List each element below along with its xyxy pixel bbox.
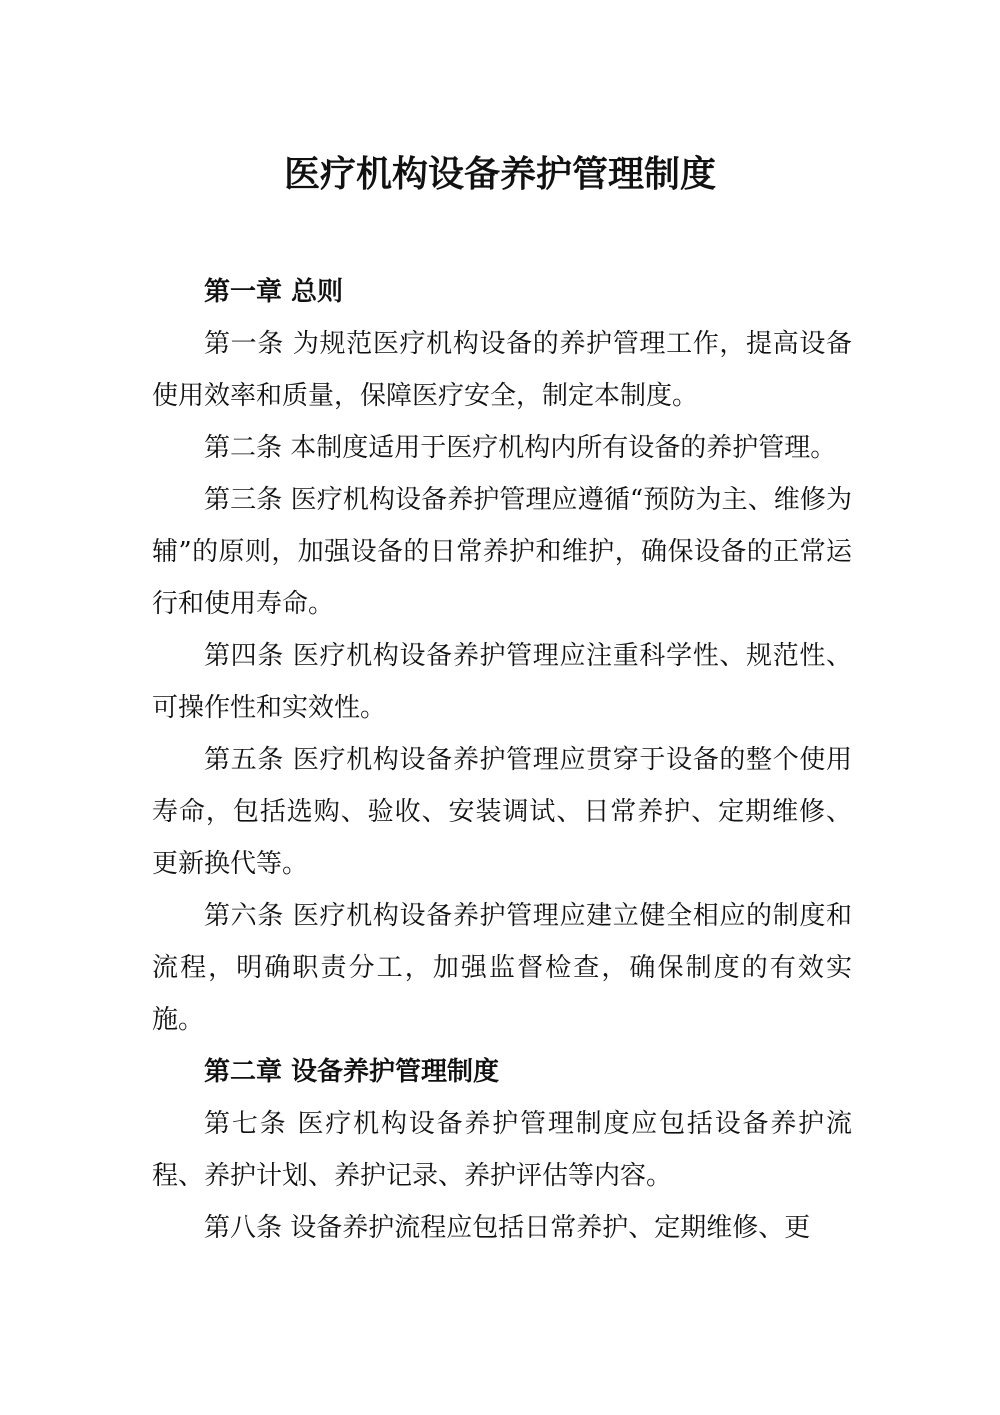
article-paragraph: 第三条 医疗机构设备养护管理应遵循“预防为主、维修为辅”的原则，加强设备的日常养护和维护，确保设备的正常运行和使用寿命。: [152, 485, 852, 619]
article-paragraph: 第一条 为规范医疗机构设备的养护管理工作，提高设备使用效率和质量，保障医疗安全，制定本制度。: [152, 329, 852, 411]
article-paragraph: 第七条 医疗机构设备养护管理制度应包括设备养护流程、养护计划、养护记录、养护评估等内容。: [152, 1109, 852, 1191]
article-paragraph: 第八条 设备养护流程应包括日常养护、定期维修、更: [204, 1213, 811, 1243]
article-paragraph: 第六条 医疗机构设备养护管理应建立健全相应的制度和流程，明确职责分工，加强监督检查，确保制度的有效实施。: [152, 901, 852, 1035]
chapter-heading: 第一章 总则: [204, 277, 344, 307]
document-title: 医疗机构设备养护管理制度: [283, 153, 716, 195]
article-paragraph: 第四条 医疗机构设备养护管理应注重科学性、规范性、可操作性和实效性。: [152, 641, 852, 723]
document-body: [152, 266, 852, 1254]
article-paragraph: 第五条 医疗机构设备养护管理应贯穿于设备的整个使用寿命，包括选购、验收、安装调试、日常养护、定期维修、更新换代等。: [152, 745, 852, 879]
article-paragraph: 第二条 本制度适用于医疗机构内所有设备的养护管理。: [204, 433, 837, 463]
chapter-heading: 第二章 设备养护管理制度: [204, 1057, 500, 1087]
